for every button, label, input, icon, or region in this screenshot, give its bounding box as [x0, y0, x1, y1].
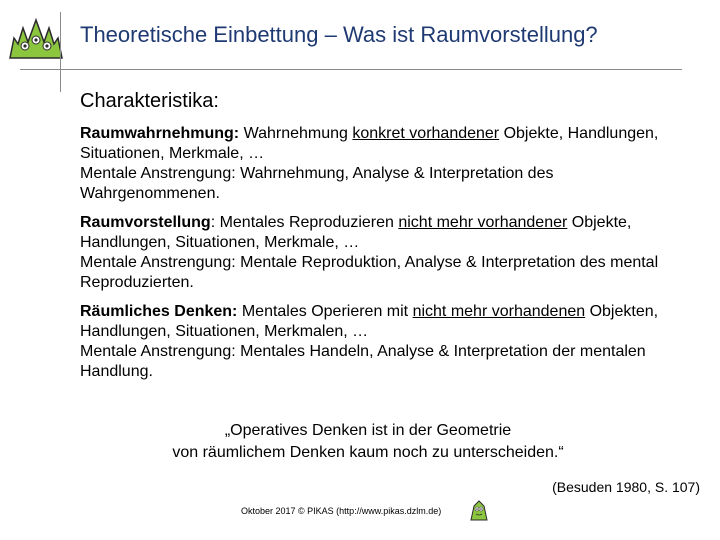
item-effort-text: Mentale Anstrengung: Mentale Reproduktion, Analyse & Interpretation des mental Reproduzierten. [80, 254, 659, 291]
item-text: Wahrnehmung [239, 125, 353, 142]
item-text: Mentales Operieren mit [237, 303, 413, 320]
item-underlined-text: nicht mehr vorhandener [398, 214, 568, 231]
page-title: Theoretische Einbettung – Was ist Raumvorstellung? [80, 22, 598, 47]
header-vertical-rule [60, 12, 61, 92]
item-text: Objekten, Handlungen, Situationen, Merkmalen, … [80, 303, 659, 340]
item-text: : Mentales Reproduzieren [210, 214, 399, 231]
quote-line-2: von räumlichem Denken kaum noch zu unterscheiden.“ [172, 444, 564, 461]
footer-text: Oktober 2017 © PIKAS (http://www.pikas.dzlm.de) [241, 506, 442, 516]
item-term: Räumliches Denken: [80, 303, 238, 320]
section-title: Charakteristika: [80, 90, 219, 112]
characteristics-list [80, 124, 680, 391]
quote-line-1: „Operatives Denken ist in der Geometrie [224, 422, 512, 439]
item-raeumliches-denken [80, 302, 680, 382]
item-underlined-text: konkret vorhandener [352, 125, 500, 142]
item-text: Objekte, Handlungen, Situationen, Merkmale, … [80, 214, 632, 251]
item-term: Raumwahrnehmung: [80, 125, 240, 142]
item-term: Raumvorstellung [80, 214, 211, 231]
quote-source: (Besuden 1980, S. 107) [552, 479, 700, 495]
item-underlined-text: nicht mehr vorhandenen [412, 303, 586, 320]
item-text: Objekte, Handlungen, Situationen, Merkmale, … [80, 125, 659, 162]
header-horizontal-rule [20, 69, 682, 70]
pikas-logo-icon [6, 14, 66, 62]
item-effort-text: Mentale Anstrengung: Mentales Handeln, Analyse & Interpretation der mentalen Handlung. [80, 343, 646, 380]
pikas-mascot-icon [468, 498, 490, 522]
item-raumwahrnehmung [80, 124, 680, 204]
quote [100, 420, 636, 464]
item-effort-text: Mentale Anstrengung: Wahrnehmung, Analyse & Interpretation des Wahrgenommenen. [80, 165, 554, 202]
item-raumvorstellung [80, 213, 680, 293]
